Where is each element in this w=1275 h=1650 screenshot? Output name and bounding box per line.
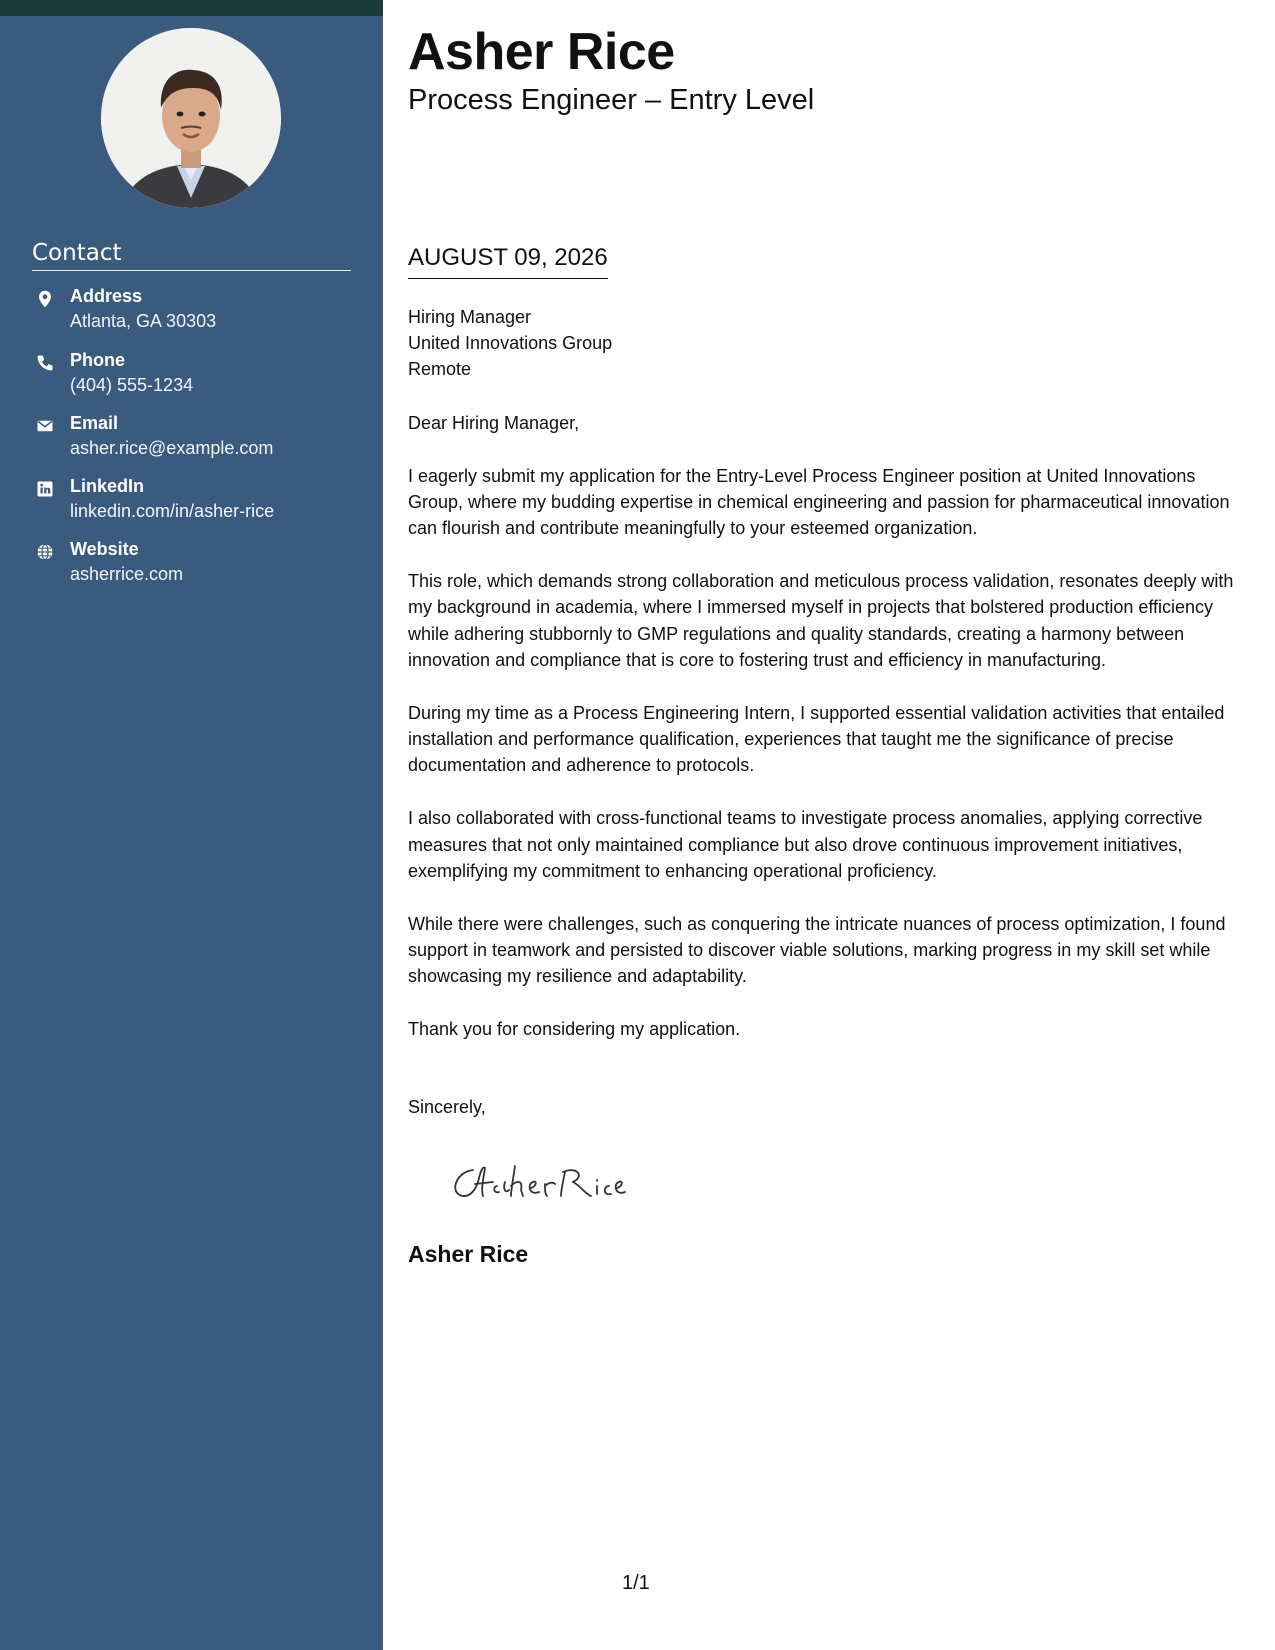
body-paragraph: I also collaborated with cross-functional teams to investigate process anomalies, applying corrective measures that not only maintained compliance but also drove continuous improvement initiatives, exemplifying my commitment to enhancing operational proficiency. [408,808,1203,881]
top-accent-strip [0,0,383,16]
handwritten-signature [445,1150,645,1210]
website-value[interactable]: asherrice.com [70,564,184,584]
sidebar [0,0,383,1650]
website-label: Website [70,539,139,559]
recipient-line: United Innovations Group [408,333,613,353]
phone-icon [36,354,54,372]
signed-name: Asher Rice [408,1241,529,1267]
profile-photo [101,28,281,208]
applicant-name: Asher Rice [408,23,675,81]
globe-icon [36,543,54,561]
email-label: Email [70,413,119,433]
recipient-block [408,304,612,382]
address-value: Atlanta, GA 30303 [70,311,217,331]
phone-label: Phone [70,350,126,370]
letter-date: AUGUST 09, 2026 [408,244,608,279]
body-paragraph: Thank you for considering my application. [408,1019,741,1040]
phone-value: (404) 555-1234 [70,375,194,395]
body-paragraph: This role, which demands strong collaboration and meticulous process validation, resonates deeply with my background in academia, where I immersed myself in projects that bolstered production efficiency while adhering stubbornly to GMP regulations and quality standards, creating a harmony between innovation and compliance that is core to fostering trust and efficiency in manufacturing. [408,571,1234,671]
contact-heading: Contact [32,240,351,271]
greeting: Dear Hiring Manager, [408,413,580,433]
email-value[interactable]: asher.rice@example.com [70,438,274,458]
recipient-line: Hiring Manager [408,307,532,327]
linkedin-icon [36,480,54,498]
recipient-line: Remote [408,359,472,379]
address-label: Address [70,286,143,306]
letter-body [408,410,1254,1069]
map-pin-icon [36,290,54,308]
closing: Sincerely, [408,1097,486,1117]
body-paragraph: During my time as a Process Engineering Intern, I supported essential validation activities that entailed installation and performance qualification, experiences that taught me the significance of precise documentation and adherence to protocols. [408,702,1225,776]
page-number: 1/1 [622,1572,650,1594]
body-paragraph: While there were challenges, such as conquering the intricate nuances of process optimization, I found support in teamwork and persisted to discover viable solutions, marking progress in my skill set while showcasing my resilience and adaptability. [408,913,1226,987]
job-title: Process Engineer – Entry Level [408,84,815,116]
body-paragraph: I eagerly submit my application for the Entry-Level Process Engineer position at United Innovations Group, where my budding expertise in chemical engineering and passion for pharmaceutical innovation can flourish and contribute meaningfully to your esteemed organization. [408,465,1230,539]
profile-photo-illustration [101,28,281,208]
email-icon [36,417,54,435]
linkedin-label: LinkedIn [70,476,145,496]
linkedin-value[interactable]: linkedin.com/in/asher-rice [70,501,275,521]
